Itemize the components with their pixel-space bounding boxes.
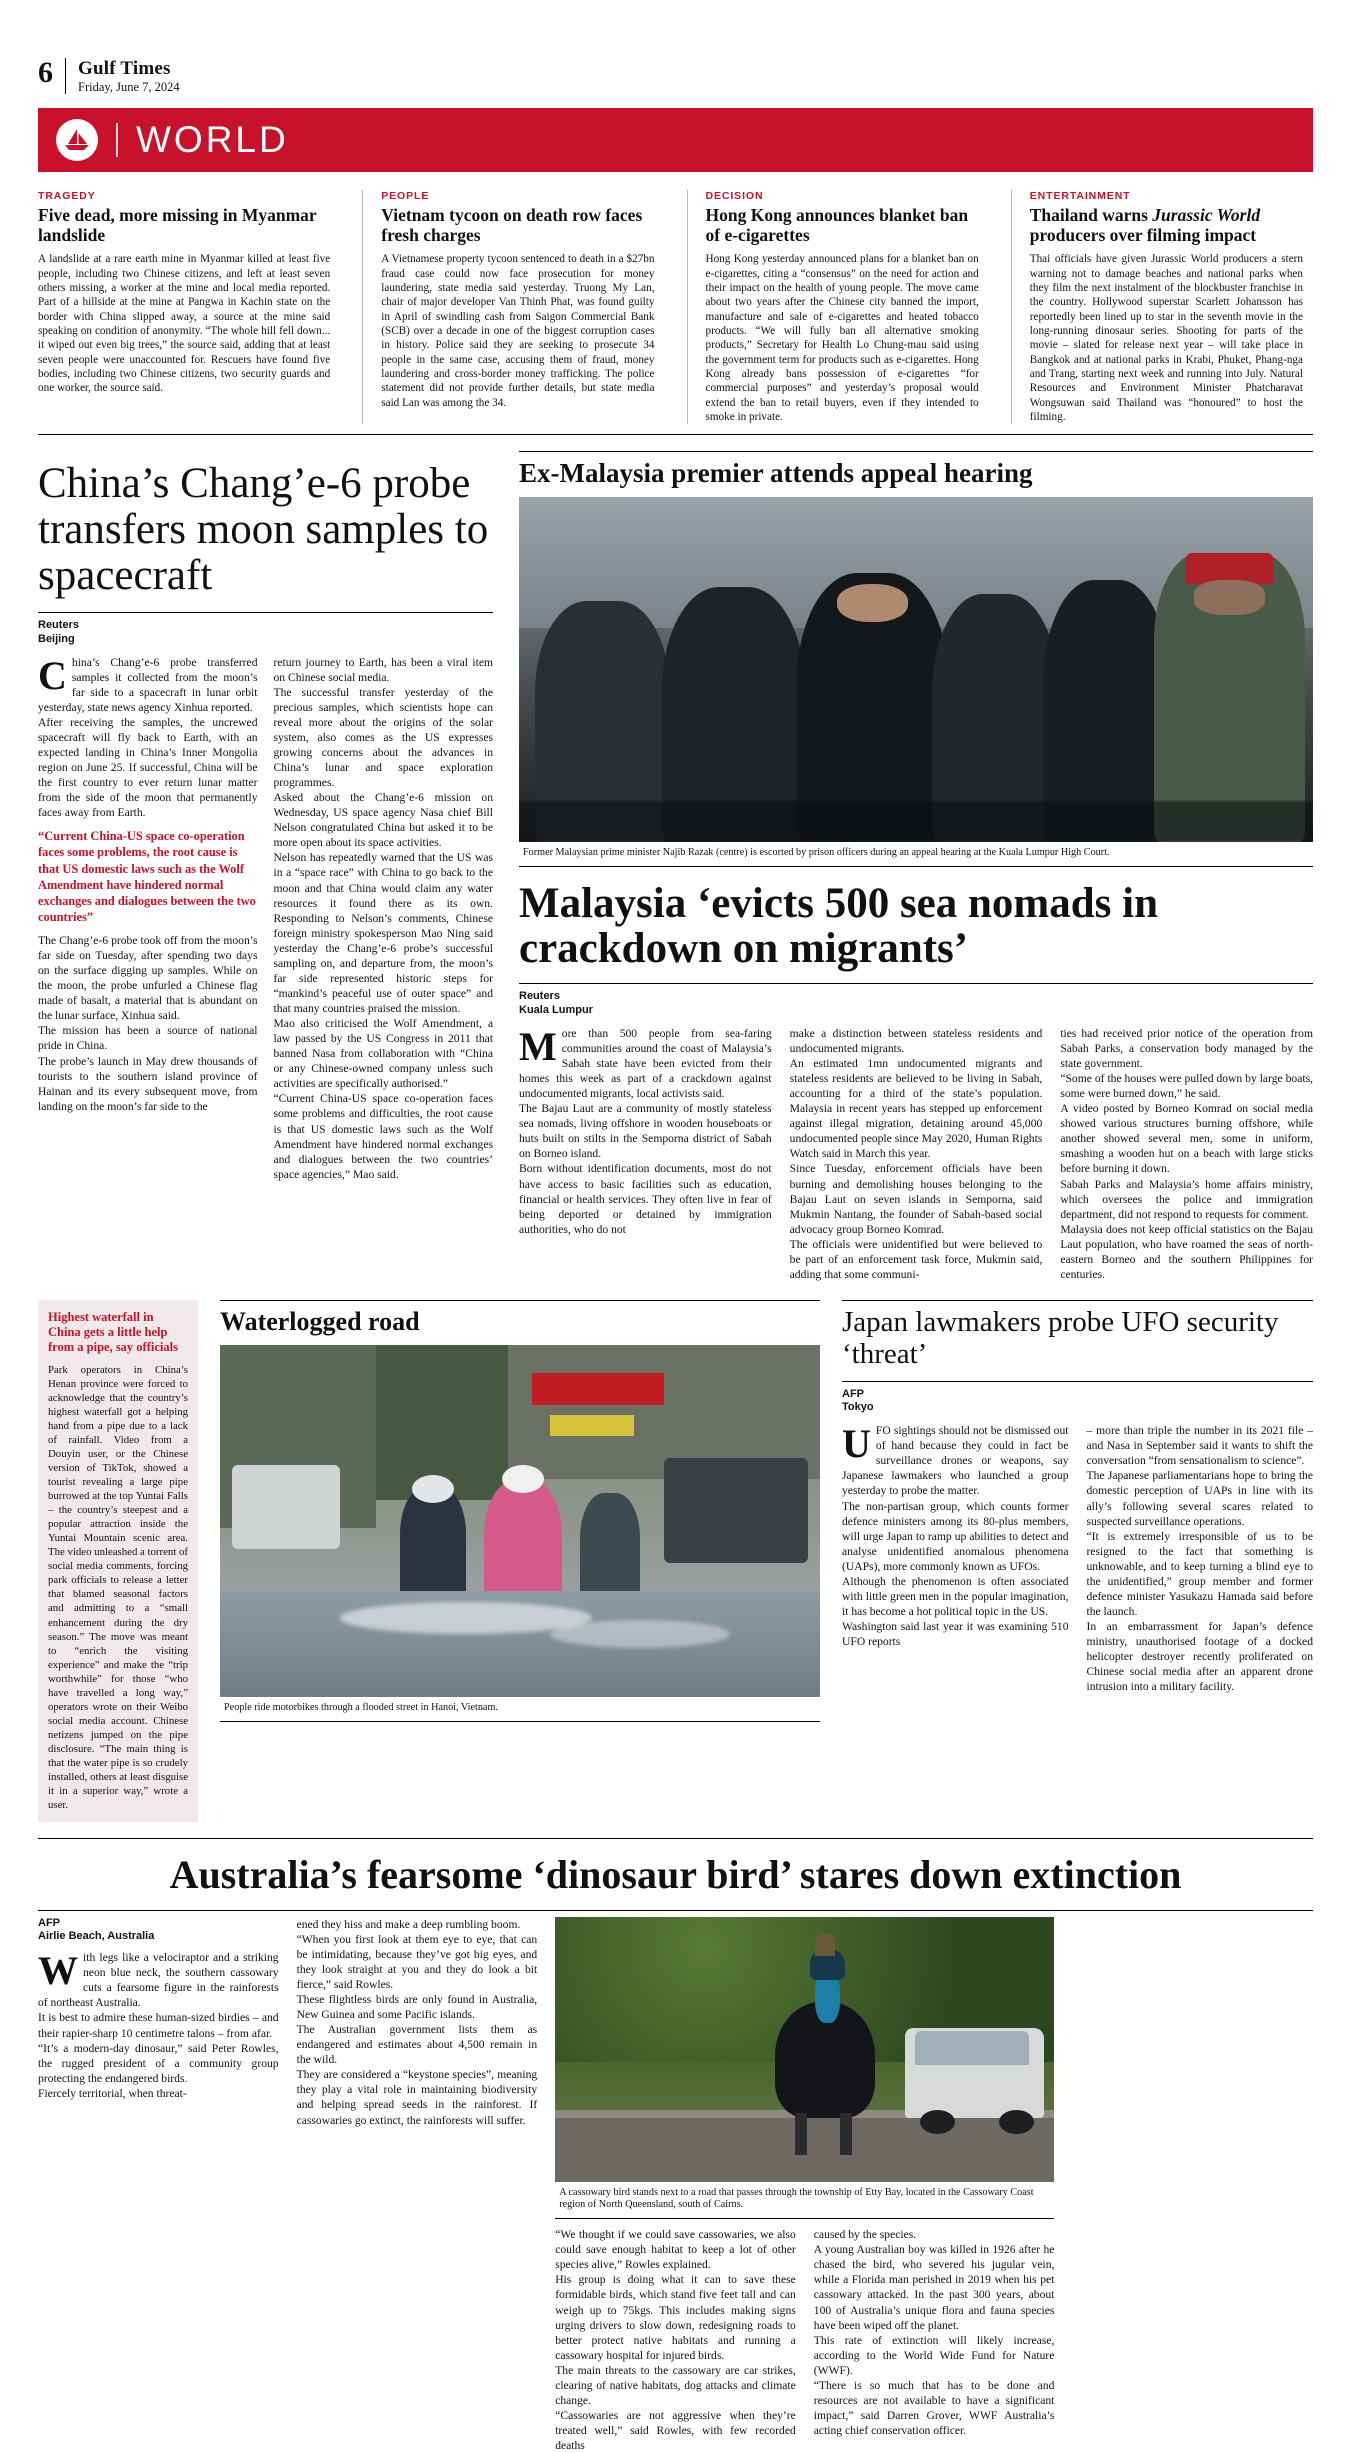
- byline-place: Airlie Beach, Australia: [38, 1930, 155, 1943]
- malaysia-c3-p4: Sabah Parks and Malaysia’s home affairs ministry, which oversees the police and immigration department, did not respond to requests for comment.: [1060, 1177, 1313, 1221]
- cassowary-c3-p4: “Cassowaries are not aggressive when they’re treated well,” said Rowles, with few recorded deaths: [555, 2408, 796, 2453]
- story-headline: Five dead, more missing in Myanmar landslide: [38, 205, 317, 245]
- malaysia-c2-p1: make a distinction between stateless residents and undocumented migrants.: [789, 1026, 1043, 1055]
- ufo-c1-p2: The non-partisan group, which counts former defence ministers among its 80-plus members, will urge Japan to ramp up abilities to detect and analyse unidentified anomalous phenomena (UAPs), more commonly known as UFOs.: [842, 1499, 1069, 1573]
- najib-photo: [519, 497, 1313, 842]
- cassowary-spacer: [1072, 1917, 1313, 2453]
- masthead: [38, 0, 1313, 94]
- ufo-c1-p4: Washington said last year it was examining 510 UFO reports: [842, 1620, 1069, 1649]
- cassowary-c3-p3: The main threats to the cassowary are car strikes, clearing of native habitats, dog attacks and climate change.: [555, 2363, 796, 2407]
- ufo-c2-p1: – more than triple the number in its 2021 file – and Nasa in September said it wants to shift the conversation “from sensationalism to science”.: [1086, 1424, 1313, 1468]
- story-vietnam-tycoon[interactable]: [362, 190, 664, 424]
- waterfall-headline: Highest waterfall in China gets a little help from a pipe, say officials: [48, 1309, 178, 1354]
- najib-photo-caption: Former Malaysian prime minister Najib Razak (centre) is escorted by prison officers during an appeal hearing at the Kuala Lumpur High Court.: [519, 842, 1313, 867]
- byline-agency: Reuters: [519, 990, 560, 1003]
- cassowary-c1-p1: With legs like a velociraptor and a striking neon blue neck, the southern cassowary cuts a fearsome figure in the rainforests of northeast Australia.: [38, 1948, 279, 2010]
- story-thailand-jurassic-world[interactable]: [1011, 190, 1313, 424]
- story-hongkong-ecigarettes[interactable]: [687, 190, 989, 424]
- column-right-block2: [519, 451, 1313, 1282]
- headline-part-2: producers over filming impact: [1029, 224, 1257, 245]
- story-japan-ufo[interactable]: [842, 1300, 1313, 1822]
- cassowary-c2-p4: The Australian government lists them as endangered and estimates about 4,500 remain in the wild.: [296, 2023, 538, 2067]
- ufo-c2-p4: In an embarrassment for Japan’s defence ministry, unauthorised footage of a docked helicopter destroyer recently proliferated on Chinese social media after an apparent drone intrusion into a military facility.: [1086, 1620, 1313, 1694]
- byline-agency: AFP: [842, 1387, 864, 1400]
- change6-col1-p2: After receiving the samples, the uncrewed spacecraft will fly back to Earth, with an expected landing in China’s Inner Mongolia region on June 25. If successful, China will be the first country to ever return lunar matter from the side of the moon that permanently faces away from Earth.: [38, 715, 258, 820]
- cassowary-c1-p3: “It’s a modern-day dinosaur,” said Peter Rowles, the rugged president of a community group protecting the endangered birds.: [38, 2041, 279, 2085]
- top-stories-strip: [38, 190, 1313, 435]
- byline-agency: AFP: [38, 1916, 60, 1929]
- malaysia-c3-p5: Malaysia does not keep official statistics on the Bajau Laut population, who have roamed the seas of north-eastern Borneo and the southern Philippines for centuries.: [1060, 1222, 1313, 1281]
- cassowary-c3-p2: His group is doing what it can to save these formidable birds, which stand five feet tall and can weigh up to 75kgs. This includes making signs urging drivers to slow down, redesigning roads to better protect native habitats and running a cassowary hospital for injured birds.: [555, 2273, 796, 2362]
- malaysia-c1-p1: More than 500 people from sea-faring communities around the coast of Malaysia’s Sabah state have been evicted from their homes this week as part of a crackdown against undocumented migrants, local activists said.: [519, 1023, 772, 1101]
- story-headline: [1030, 206, 1303, 245]
- section-title: WORLD: [136, 119, 289, 161]
- story-headline: Hong Kong announces blanket ban of e-cigarettes: [705, 205, 969, 245]
- story-kicker: PEOPLE: [381, 190, 430, 203]
- cassowary-c4-p4: “There is so much that has to be done and resources are not available to have a significant impact,” said Darren Grover, WWF Australia’s acting chief conservation officer.: [813, 2378, 1055, 2438]
- malaysia-c1-p2: The Bajau Laut are a community of mostly stateless sea nomads, living offshore in wooden houseboats or huts built on stilts in the Semporna district of Sabah on Borneo island.: [519, 1102, 772, 1161]
- ufo-c1-p1: UFO sightings should not be dismissed out of hand because they could in fact be surveillance drones or weapons, say Japanese lawmakers who launched a group yesterday to probe the matter.: [842, 1421, 1069, 1498]
- cassowary-c4-p3: This rate of extinction will likely increase, according to the World Wide Fund for Nature (WWF).: [813, 2333, 1055, 2377]
- cassowary-c2-p5: They are considered a “keystone species”, meaning they play a vital role in maintaining biodiversity and helping spread seeds in the rainforest. If cassowaries go extinct, the rainforests will suffer.: [296, 2068, 538, 2127]
- story-body: A Vietnamese property tycoon sentenced to death in a $27bn fraud case could now face prosecution for money laundering, state media said yesterday. Truong My Lan, chair of major developer Van Thinh Phat, was found guilty in April of swindling cash from Saigon Commercial Bank (SCB) over a decade in one of the biggest corruption cases in history. Police said they are seeking to prosecute 34 people in the same case, accusing them of fraud, money laundering and cross-border money trafficking. The police statement did not provide further details, but state media said Lan was among the 34.: [381, 253, 655, 409]
- change6-col2-p5: Mao also criticised the Wolf Amendment, a law passed by the US Congress in 2011 that banned Nasa from collaboration with “China or any Chinese-owned company unless such activities are specifically authorised.”: [273, 1017, 493, 1091]
- malaysia-headline: Malaysia ‘evicts 500 sea nomads in crackdown on migrants’: [519, 880, 1159, 973]
- story-waterfall-pipe[interactable]: [38, 1300, 198, 1822]
- cassowary-headline: Australia’s fearsome ‘dinosaur bird’ stares down extinction: [169, 1851, 1182, 1897]
- cassowary-photo-block: [555, 1917, 1054, 2453]
- change6-col2-p3: Asked about the Chang’e-6 mission on Wednesday, US space agency Nasa chief Bill Nelson congratulated China but asked it to be more open about its space activities.: [273, 791, 493, 850]
- malaysia-c3-p2: “Some of the houses were pulled down by large boats, some were burned down,” he said.: [1060, 1072, 1313, 1101]
- change6-col2-p6: “Current China-US space co-operation faces some problems and difficulties, the root cause is that US domestic laws such as the Wolf Amendment have hindered normal exchanges and dialogues between the two countries’ space agencies,” Mao said.: [273, 1092, 493, 1181]
- byline-agency: Reuters: [38, 619, 79, 632]
- ufo-c2-p2: The Japanese parliamentarians hope to bring the domestic perception of UAPs in line with its ally’s following several scares related to suspected surveillance operations.: [1086, 1469, 1313, 1528]
- byline-place: Beijing: [38, 632, 75, 645]
- page-number: 6: [38, 56, 53, 89]
- story-body: A landslide at a rare earth mine in Myanmar killed at least five people, including two Chinese citizens, and left at least seven others missing, a worker at the mine and local media reported. Part of a hillside at the mine at Pangwa in Kachin state on the border with China slipped away, a source at the mine said speaking on condition of anonymity. “The whole hill fell down... it wiped out even big trees,” the source said, adding that at least seven people were unaccounted for. Rescuers have found five bodies, including two Chinese citizens, two security guards and one worker, the source said.: [38, 253, 331, 395]
- change6-col1b-p3: The probe’s launch in May drew thousands of tourists to the southern island province of Hainan and its every subsequent move, from landing on the moon’s far side to the: [38, 1054, 258, 1113]
- block-waterfall-waterlogged-ufo: [38, 1300, 1313, 1822]
- waterlogged-caption: People ride motorbikes through a flooded street in Hanoi, Vietnam.: [220, 1697, 820, 1722]
- section-banner: [38, 108, 1313, 172]
- cassowary-c4-p2: A young Australian boy was killed in 1926 after he chased the bird, who severed his jugular vein, while a Florida man perished in 2019 when his pet cassowary attacked. In the past 300 years, about 100 of Australia’s unique flora and fauna species have been wiped off the planet.: [813, 2243, 1055, 2332]
- ufo-headline: Japan lawmakers probe UFO security ‘threat’: [842, 1305, 1279, 1370]
- story-body: Thai officials have given Jurassic World producers a stern warning not to damage beaches and national parks when they film the next instalment of the blockbuster franchise in the country. Hollywood superstar Scarlett Johansson has reportedly been lined up to star in the seventh movie in the long-running dinosaur series. Shooting for parts of the movie – slated for release next year – will take place in Bangkok and at national parks in Krabi, Phuket, Phang-nga and Trang, starting next week and running into July. Natural Resources and Environment Minister Phatcharavat Wongsuwan said Thailand was “honoured” to host the filming.: [1029, 253, 1303, 424]
- story-headline: Vietnam tycoon on death row faces fresh charges: [381, 205, 643, 245]
- byline-place: Tokyo: [842, 1401, 874, 1414]
- cassowary-c3-p1: “We thought if we could save cassowaries, we also could save enough habitat to keep a lot of other species alive,” Rowles explained.: [555, 2228, 796, 2272]
- waterfall-body: Park operators in China’s Henan province were forced to acknowledge that the country’s highest waterfall got a helping hand from a pipe due to a lack of rainfall. Video from a Douyin user, or the Chinese version of TikTok, showed a tourist revealing a large pipe burrowed at the top Yuntai Falls – the country’s steepest and a popular attraction inside the Yuntai Mountain scenic area. The video unleashed a torrent of social media comments, forcing park officials to release a letter that blamed seasonal factors and admitting to a “small enhancement during the dry season.” The move was meant to “enrich the visiting experience” and make the “trip worthwhile” for those “who have travelled a long way,” operators wrote on their Weibo social media account. Chinese netizens jumped on the pipe disclosure. “The main thing is that the water pipe is so crudely installed, others at least disguise it in a superior way,” wrote a user.: [48, 1363, 189, 1811]
- najib-photo-headline: Ex-Malaysia premier attends appeal hearing: [519, 458, 1033, 489]
- cassowary-c1-p4: Fiercely territorial, when threat-: [38, 2086, 187, 2100]
- story-myanmar-landslide[interactable]: [38, 190, 340, 424]
- malaysia-c2-p4: The officials were unidentified but were believed to be part of an enforcement task force, Mukmin said, adding that some communi-: [789, 1237, 1043, 1281]
- cassowary-c1-p2: It is best to admire these human-sized birdies – and their rapier-sharp 10 centimetre talons – from afar.: [38, 2011, 279, 2040]
- block-change6-and-malaysia: [38, 451, 1313, 1282]
- malaysia-c3-p1: ties had received prior notice of the operation from Sabah Parks, a conservation body managed by the state government.: [1060, 1026, 1313, 1070]
- change6-col2-p4: Nelson has repeatedly warned that the US was in a “space race” with China to go back to the moon and that China would claim any water resources it found there as its own. Responding to Nelson’s comments, Chinese foreign ministry spokesperson Mao Ning said yesterday the Chang’e-6 probe’s successful sampling on, and departure from, the moon’s far side represented historic steps for “mankind’s peaceful use of outer space” and that many countries praised the mission.: [273, 851, 493, 1016]
- masthead-divider: [65, 58, 66, 94]
- dhow-boat-icon: [56, 119, 98, 161]
- cassowary-photo: [555, 1917, 1054, 2182]
- change6-col1-p1: China’s Chang’e-6 probe transferred samples it collected from the moon’s far side to a spacecraft in lunar orbit yesterday, state news agency Xinhua reported.: [38, 652, 258, 714]
- paper-title: Gulf Times: [78, 58, 171, 79]
- malaysia-c1-p3: Born without identification documents, most do not have access to basic facilities such as education, financial or health services. They often live in fear of being deported or detained by immigration authorities, who do not: [519, 1162, 772, 1236]
- headline-part-1: Thailand warns: [1029, 205, 1153, 226]
- cassowary-c2-p1: ened they hiss and make a deep rumbling boom.: [296, 1917, 521, 1931]
- cassowary-c2-p2: “When you first look at them eye to eye, that can be intimidating, because they’ve got big eyes, and they look straight at you and they do look a bit fierce,” said Rowles.: [296, 1932, 538, 1991]
- malaysia-c2-p2: An estimated 1mn undocumented migrants and stateless residents are believed to be living in Sabah, accounting for a third of the state’s population. Malaysia in recent years has stepped up enforcement against illegal migration, detaining around 45,000 undocumented people since May 2020, Human Rights Watch said in March this year.: [789, 1057, 1043, 1161]
- story-kicker: DECISION: [705, 190, 764, 203]
- ufo-c2-p3: “It is extremely irresponsible of us to be resigned to the fact that something is unknowable, and to keep turning a blind eye to the unidentified,” group member and former defence minister Yasukazu Hamada said before the launch.: [1086, 1529, 1313, 1618]
- waterlogged-headline: Waterlogged road: [220, 1306, 420, 1336]
- change6-pullquote: “Current China-US space co-operation faces some problems, the root cause is that US domestic laws such as the Wolf Amendment have hindered normal exchanges and dialogues between the two countries”: [38, 829, 256, 924]
- banner-divider: [116, 123, 118, 157]
- malaysia-c2-p3: Since Tuesday, enforcement officials have been burning and demolishing houses belonging to the Bajau Laut on seven islands in Semporna, said Mukmin Nantang, the founder of Sabah-based social advocacy group Borneo Komrad.: [789, 1162, 1043, 1236]
- change6-col2-p2: The successful transfer yesterday of the precious samples, which scientists hope can reveal more about the origins of the solar system, also comes as the US expresses growing concerns about the advances in China’s lunar and space exploration programmes.: [273, 685, 493, 790]
- change6-col2-p1: return journey to Earth, has been a viral item on Chinese social media.: [273, 655, 493, 684]
- story-change6[interactable]: [38, 451, 493, 1282]
- cassowary-caption: A cassowary bird stands next to a road that passes through the township of Etty Bay, located in the Cassowary Coast region of North Queensland, south of Cairns.: [555, 2182, 1054, 2220]
- cassowary-c2-p3: These flightless birds are only found in Australia, New Guinea and some Pacific islands.: [296, 1993, 538, 2022]
- story-kicker: ENTERTAINMENT: [1029, 190, 1131, 203]
- story-cassowary[interactable]: [38, 1838, 1313, 2453]
- byline-place: Kuala Lumpur: [519, 1004, 593, 1017]
- cassowary-c4-p1: caused by the species.: [813, 2228, 917, 2242]
- ufo-c1-p3: Although the phenomenon is often associated with little green men in the popular imagination, it has become a hot political topic in the US.: [842, 1574, 1069, 1618]
- story-kicker: TRAGEDY: [38, 190, 96, 203]
- publication-date: Friday, June 7, 2024: [78, 79, 180, 94]
- change6-col1b-p1: The Chang’e-6 probe took off from the moon’s far side on Tuesday, after spending two days on the surface digging up samples. While on the moon, the probe unfurled a Chinese flag made of basalt, a material that is abundant on the lunar surface, Xinhua said.: [38, 934, 258, 1023]
- story-waterlogged-road[interactable]: [220, 1300, 820, 1822]
- change6-headline: China’s Chang’e-6 probe transfers moon samples to spacecraft: [38, 460, 489, 599]
- waterlogged-photo: [220, 1345, 820, 1697]
- change6-col1b-p2: The mission has been a source of national pride in China.: [38, 1024, 258, 1053]
- story-body: Hong Kong yesterday announced plans for a blanket ban on e-cigarettes, citing a “consensus” on the need for action and their impact on the health of young people. The move came about two years after the Chinese city banned the import, manufacture and sale of e-cigarettes and heated tobacco products. “We will fully ban all alternative smoking products,” Secretary for Health Lo Chung-mau said using the government term for products such as e-cigarettes. Hong Kong already bans possession of e-cigarettes “for commercial purposes” and yesterday’s proposal would extend the ban to retail buyers, even if they intended to smoke in private.: [705, 253, 979, 424]
- headline-title-italic: Jurassic World: [1152, 205, 1261, 226]
- malaysia-c3-p3: A video posted by Borneo Komrad on social media showed various structures burning offshore, while another showed several men, some in uniform, smashing a wooden hut on a beach with large sticks before burning it down.: [1060, 1102, 1313, 1176]
